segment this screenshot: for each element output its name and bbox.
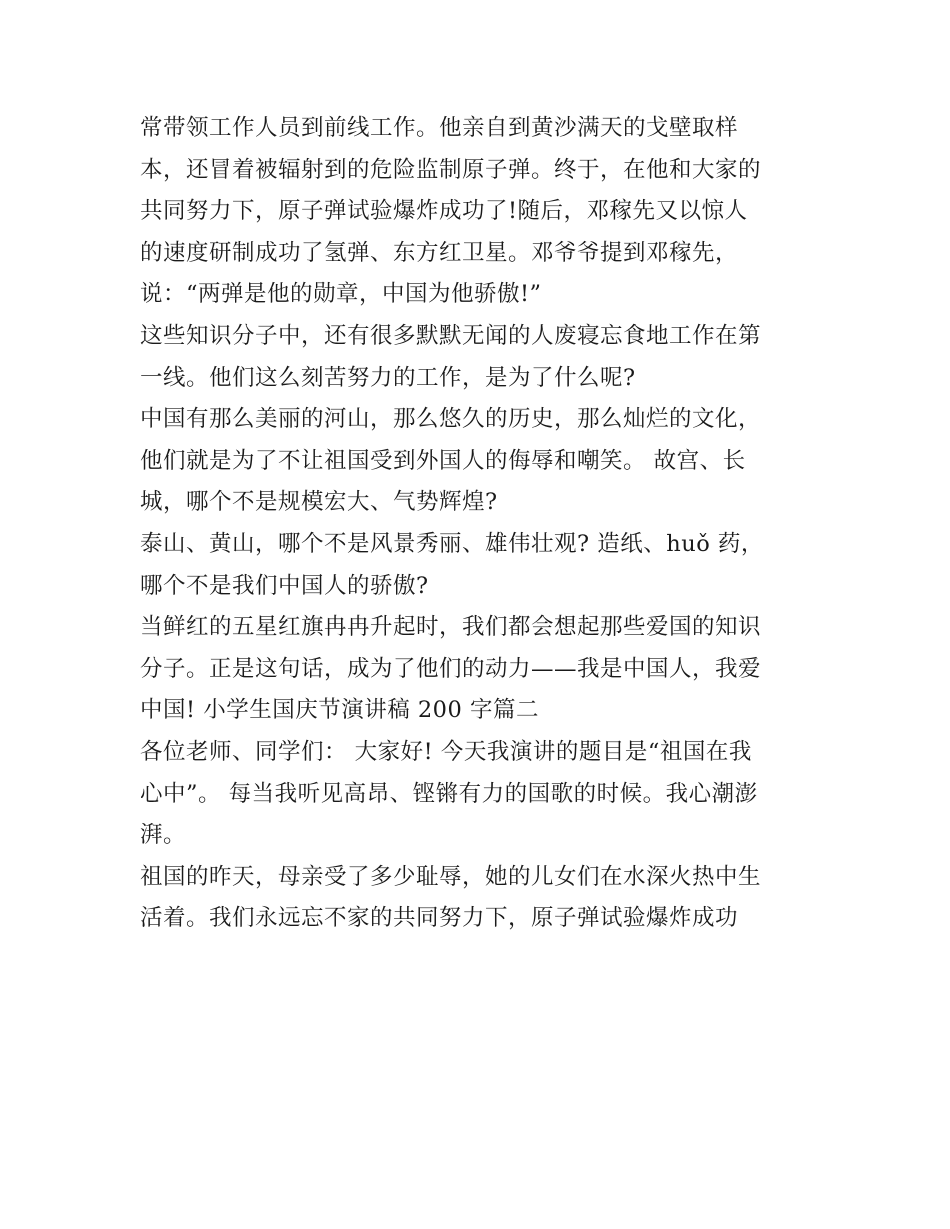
text-line: 各位老师、同学们： 大家好! 今天我演讲的题目是“祖国在我: [140, 738, 752, 765]
text-line: 祖国的昨天，母亲受了多少耻辱，她的儿女们在水深火热中生: [140, 863, 762, 890]
text-line: 本，还冒着被辐射到的危险监制原子弹。终于，在他和大家的: [140, 156, 762, 183]
text-line: 这些知识分子中，还有很多默默无闻的人废寝忘食地工作在第: [140, 322, 762, 349]
text-line: 的速度研制成功了氢弹、东方红卫星。邓爷爷提到邓稼先，: [140, 239, 739, 266]
text-line: 一线。他们这么刻苦努力的工作，是为了什么呢?: [140, 364, 636, 391]
text-line: 分子。正是这句话，成为了他们的动力——我是中国人，我爱: [140, 655, 762, 682]
text-line: 中国! 小学生国庆节演讲稿 200 字篇二: [140, 697, 539, 724]
text-line: 常带领工作人员到前线工作。他亲自到黄沙满天的戈壁取样: [140, 115, 739, 141]
document-body: [140, 108, 820, 940]
text-line: 湃。: [140, 822, 187, 849]
text-line: 活着。我们永远忘不家的共同努力下，原子弹试验爆炸成功: [140, 905, 739, 932]
text-line: 城，哪个不是规模宏大、气势辉煌?: [140, 489, 498, 516]
text-line: 泰山、黄山，哪个不是风景秀丽、雄伟壮观? 造纸、huǒ 药，: [140, 530, 764, 557]
text-line: 心中”。 每当我听见高昂、铿锵有力的国歌的时候。我心潮澎: [140, 780, 758, 807]
text-line: 他们就是为了不让祖国受到外国人的侮辱和嘲笑。 故宫、长: [140, 447, 746, 474]
text-line: 说：“两弹是他的勋章，中国为他骄傲!”: [140, 281, 542, 308]
text-line: 共同努力下，原子弹试验爆炸成功了!随后，邓稼先又以惊人: [140, 198, 748, 225]
text-line: 哪个不是我们中国人的骄傲?: [140, 572, 429, 599]
text-line: 中国有那么美丽的河山，那么悠久的历史，那么灿烂的文化，: [140, 406, 762, 433]
text-line: 当鲜红的五星红旗冉冉升起时，我们都会想起那些爱国的知识: [140, 614, 762, 641]
